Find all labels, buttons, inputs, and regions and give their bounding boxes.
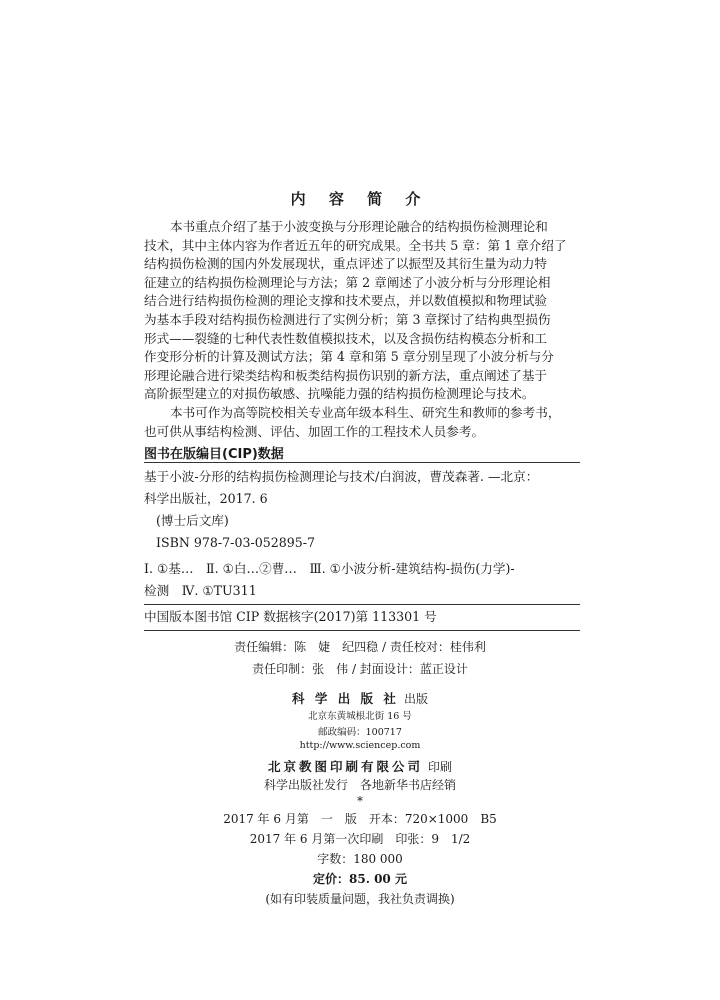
cip-class-line: Ⅰ. ①基… Ⅱ. ①白…②曹… Ⅲ. ①小波分析-建筑结构-损伤(力学)-	[144, 561, 515, 576]
cip-number-block	[144, 606, 580, 628]
publisher-address: 北京东黄城根北街 16 号	[308, 711, 412, 722]
separator-star: *	[357, 794, 363, 808]
cip-number: 中国版本图书馆 CIP 数据核字(2017)第 113301 号	[144, 609, 437, 624]
intro-line: 结构损伤检测的国内外发展现状，重点评述了以振型及其衍生量为动力特	[144, 256, 547, 272]
intro-line: 本书可作为高等院校相关专业高年级本科生、研究生和教师的参考书，	[170, 404, 561, 420]
cip-classification	[144, 558, 580, 602]
intro-line: 形理论融合进行梁类结构和板类结构损伤识别的新方法，重点阐述了基于	[144, 367, 547, 383]
intro-line: 为基本手段对结构损伤检测进行了实例分析；第 3 章探讨了结构典型损伤	[144, 311, 551, 327]
publisher-suffix: 出版	[404, 692, 429, 706]
cip-title: 图书在版编目(CIP)数据	[144, 447, 284, 462]
intro-line: 高阶振型建立的对损伤敏感、抗噪能力强的结构损伤检测理论与技术。	[144, 386, 535, 402]
printing-line: 2017 年 6 月第一次印刷 印张：9 1/2	[249, 832, 471, 846]
publisher-line	[0, 688, 720, 707]
intro-line: 也可供从事结构检测、评估、加固工作的工程技术人员参考。	[144, 423, 485, 439]
word-count: 字数：180 000	[317, 852, 403, 866]
intro-line: 结合进行结构损伤检测的理论支撑和技术要点，并以数值模拟和物理试验	[144, 293, 547, 309]
edition-line: 2017 年 6 月第 一 版 开本：720×1000 B5	[223, 812, 497, 826]
printer-suffix: 印刷	[428, 760, 453, 774]
cip-record	[144, 466, 580, 554]
credits-editors: 责任编辑：陈 婕 纪四稳 / 责任校对：桂伟利	[234, 640, 486, 654]
price-value: 85. 00 元	[349, 872, 407, 886]
publisher-postcode: 邮政编码：100717	[318, 727, 402, 738]
intro-line: 作变形分析的计算及测试方法；第 4 章和第 5 章分别呈现了小波分析与分	[144, 349, 554, 365]
intro-line: 征建立的结构损伤检测理论与方法；第 2 章阐述了小波分析与分形理论相	[144, 274, 551, 290]
cip-top-rule	[144, 462, 580, 463]
publisher-url: http://www.sciencep.com	[299, 740, 421, 751]
cip-line: 科学出版社，2017. 6	[144, 491, 268, 506]
printer-line	[0, 756, 720, 775]
intro-heading: 内 容 简 介	[290, 190, 430, 208]
cip-bottom-rule	[144, 630, 580, 631]
cip-mid-rule	[144, 604, 580, 605]
publisher-name: 科 学 出 版 社	[291, 691, 399, 706]
intro-line: 形式——裂缝的七种代表性数值模拟技术，以及含损伤结构模态分析和工	[144, 330, 547, 346]
price-line	[0, 870, 720, 887]
intro-line: 技术，其中主体内容为作者近五年的研究成果。全书共 5 章：第 1 章介绍了	[144, 237, 567, 253]
credits-production: 责任印制：张 伟 / 封面设计：蓝正设计	[252, 662, 468, 676]
distribution: 科学出版社发行 各地新华书店经销	[263, 778, 456, 792]
intro-line: 本书重点介绍了基于小波变换与分形理论融合的结构损伤检测理论和	[170, 219, 548, 234]
intro-paragraphs	[144, 218, 580, 441]
printer-name: 北京教图印刷有限公司	[267, 759, 423, 774]
cip-line: 基于小波-分形的结构损伤检测理论与技术/白润波，曹茂森著. —北京：	[144, 469, 539, 484]
cip-series: (博士后文库)	[156, 513, 229, 528]
cip-isbn: ISBN 978-7-03-052895-7	[156, 535, 316, 550]
cip-class-line: 检测 Ⅳ. ①TU311	[144, 583, 257, 598]
quality-notice: (如有印装质量问题，我社负责调换)	[265, 892, 455, 906]
price-label: 定价：	[313, 872, 350, 886]
